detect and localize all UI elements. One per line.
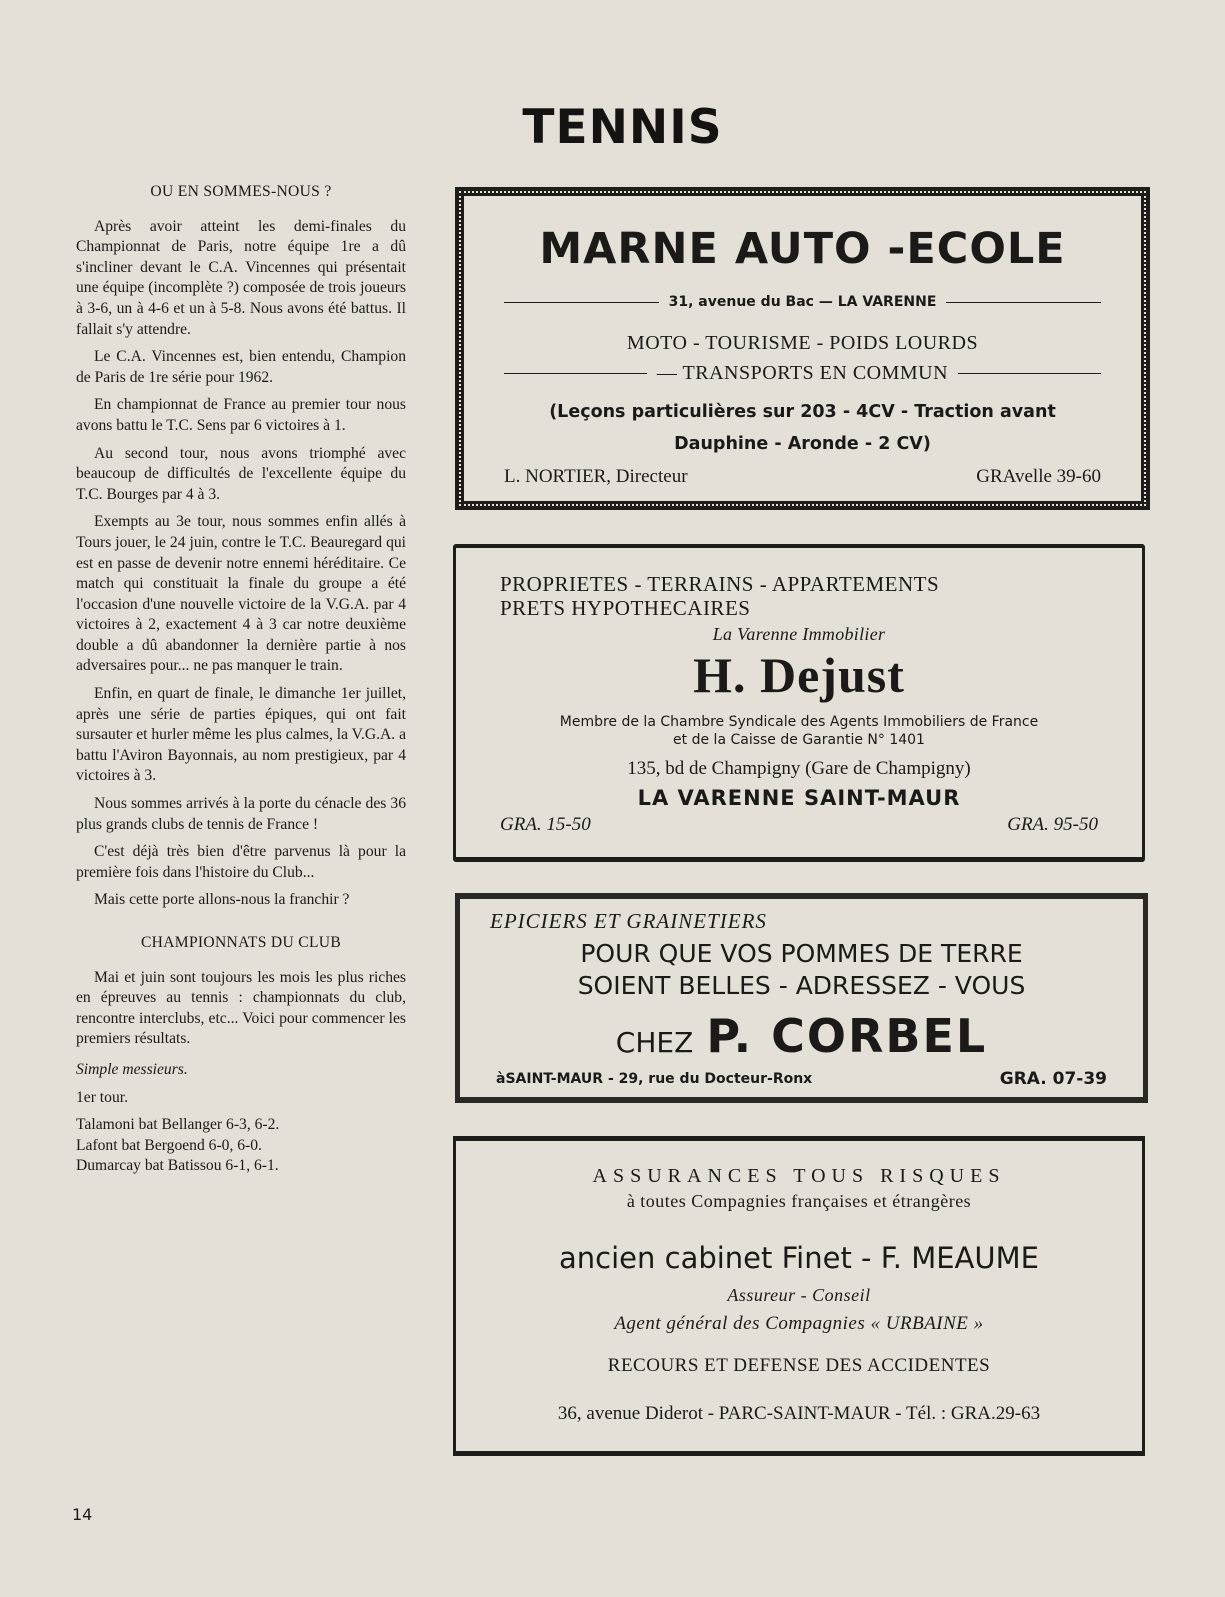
ad-meaume [453,1136,1145,1456]
ad-subtitle: La Varenne Immobilier [712,624,886,644]
ad-membership: Membre de la Chambre Syndicale des Agents Immobiliers de France [559,714,1039,730]
ad-name: ancien cabinet Finet - F. MEAUME [559,1241,1039,1275]
section-heading: CHAMPIONNATS DU CLUB [140,934,342,951]
ad-phone: GRA. 07-39 [999,1069,1107,1089]
ad-agent: Agent général des Compagnies « URBAINE » [614,1313,984,1334]
result-line: Lafont bat Bergoend 6-0, 6-0. [76,1136,262,1154]
ad-address-row [504,294,1101,310]
subheading: Simple messieurs. [76,1060,188,1078]
ad-name-row [460,1009,1143,1063]
ad-dejust [453,544,1145,862]
ad-address: 135, bd de Champigny (Gare de Champigny) [627,758,971,779]
ad-phone: GRA. 15-50 [500,814,591,835]
ad-line: (Leçons particulières sur 203 - 4CV - Traction avant [549,402,1056,422]
paragraph: Mais cette porte allons-nous la franchir ? [94,891,350,909]
result-line: Talamoni bat Bellanger 6-3, 6-2. [76,1116,280,1134]
article-column [76,182,406,1177]
ad-line: à toutes Compagnies françaises et étrangères [626,1191,972,1211]
paragraph: Exempts au 3e tour, nous sommes enfin allés à Tours jouer, le 24 juin, contre le T.C. Beauregard qui est en passe de devenir notre ennemi héréditaire. Ce match qui constituait la finale du groupe a été l'occasion d'une nouvelle victoire de la V.G.A. par 4 victoires à 2, exactement 4 à 3 car notre deuxième double a dû abandonner la dernière partie à nos adversaires pour... ne pas manquer le train. [76,513,406,675]
ad-membership: et de la Caisse de Garantie N° 1401 [673,732,925,748]
paragraph: Au second tour, nous avons triomphé avec beaucoup de difficultés de l'excellente équipe du T.C. Bourges par 4 à 3. [76,444,406,503]
ad-corbel [455,893,1148,1103]
result-line: Dumarcay bat Batissou 6-1, 6-1. [76,1157,279,1175]
paragraph: Mai et juin sont toujours les mois les plus riches en épreuves au tennis : championnats du club, rencontre interclubs, etc... Voici pour commencer les premiers résultats. [76,968,406,1048]
paragraph: Nous sommes arrivés à la porte du cénacle des 36 plus grands clubs de tennis de France ! [76,795,406,833]
ad-line: Dauphine - Aronde - 2 CV) [674,434,931,454]
ad-address: àSAINT-MAUR - 29, rue du Docteur-Ronx [496,1071,813,1087]
page-title: TENNIS [522,100,723,155]
section-heading: OU EN SOMMES-NOUS ? [150,183,332,200]
divider [504,373,647,374]
ad-line: RECOURS ET DEFENSE DES ACCIDENTES [607,1355,991,1376]
paragraph: Après avoir atteint les demi-finales du Championnat de Paris, notre équipe 1re a dû s'incliner devant le C.A. Vincennes qui présentait une équipe (incomplète ?) composée de trois joueurs à 3-6, un à 4-6 et un à 5-8. Nous avons été battus. Il fallait s'y attendre. [76,217,406,338]
ad-chez: CHEZ [615,1026,694,1059]
ad-line-row [504,362,1101,385]
ad-address: 31, avenue du Bac — LA VARENNE [668,294,937,310]
page-number: 14 [72,1505,93,1524]
ad-director: L. NORTIER, Directeur [504,466,688,487]
divider [958,373,1101,374]
ad-line: — TRANSPORTS EN COMMUN [656,362,949,384]
ad-phone: GRAvelle 39-60 [976,466,1101,487]
round-label: 1er tour. [76,1088,128,1106]
ad-name: P. CORBEL [706,1009,988,1063]
ad-marne-auto-ecole [455,187,1150,510]
ad-line: PRETS HYPOTHECAIRES [500,596,751,620]
ad-title: MARNE AUTO -ECOLE [539,224,1066,274]
ad-role: Assureur - Conseil [727,1285,871,1305]
ad-line: MOTO - TOURISME - POIDS LOURDS [626,332,979,354]
ad-name: H. Dejust [693,647,905,703]
ad-heading: EPICIERS ET GRAINETIERS [490,909,767,933]
paragraph: C'est déjà très bien d'être parvenus là pour la première fois dans l'histoire du Club... [76,843,406,881]
paragraph: En championnat de France au premier tour nous avons battu le T.C. Sens par 6 victoires à 1. [76,396,406,434]
ad-line: POUR QUE VOS POMMES DE TERRE [580,939,1023,968]
ad-line: PROPRIETES - TERRAINS - APPARTEMENTS [500,572,940,596]
ad-line: ASSURANCES TOUS RISQUES [592,1165,1006,1187]
paragraph: Enfin, en quart de finale, le dimanche 1er juillet, après une série de parties épiques, qui ont fait sursauter et hurler même les plus calmes, la V.G.A. a battu l'Aviron Bayonnais, au nom prestigieux, par 4 victoires à 3. [76,685,406,785]
divider [946,302,1101,303]
divider [504,302,659,303]
ad-city: LA VARENNE SAINT-MAUR [637,786,961,810]
ad-line: SOIENT BELLES - ADRESSEZ - VOUS [577,971,1026,1000]
paragraph: Le C.A. Vincennes est, bien entendu, Champion de Paris de 1re série pour 1962. [76,348,406,386]
ad-address: 36, avenue Diderot - PARC-SAINT-MAUR - Tél. : GRA.29-63 [557,1403,1041,1424]
ad-phone: GRA. 95-50 [1007,814,1098,835]
